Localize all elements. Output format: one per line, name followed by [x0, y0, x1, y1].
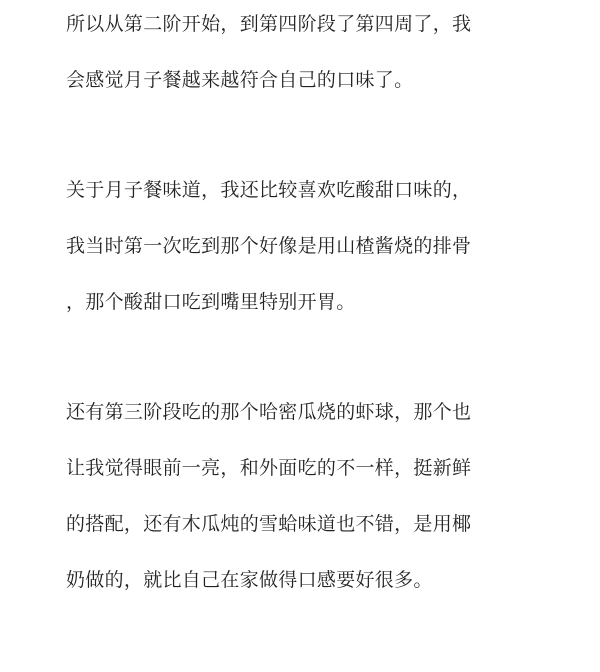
text-line: 所以从第二阶开始，到第四阶段了第四周了，我 — [66, 13, 472, 35]
text-line: 还有第三阶段吃的那个哈密瓜烧的虾球，那个也 — [66, 401, 472, 423]
text-line: 会感觉月子餐越来越符合自己的口味了。 — [66, 69, 414, 91]
text-line: 关于月子餐味道，我还比较喜欢吃酸甜口味的， — [66, 179, 472, 201]
text-line: 我当时第一次吃到那个好像是用山楂酱烧的排骨 — [66, 235, 472, 257]
text-line: 奶做的，就比自己在家做得口感要好很多。 — [66, 569, 433, 591]
text-line: 让我觉得眼前一亮，和外面吃的不一样，挺新鲜 — [66, 457, 472, 479]
text-line: 的搭配，还有木瓜炖的雪蛤味道也不错，是用椰 — [66, 513, 472, 535]
text-line: ，那个酸甜口吃到嘴里特别开胃。 — [66, 291, 356, 313]
